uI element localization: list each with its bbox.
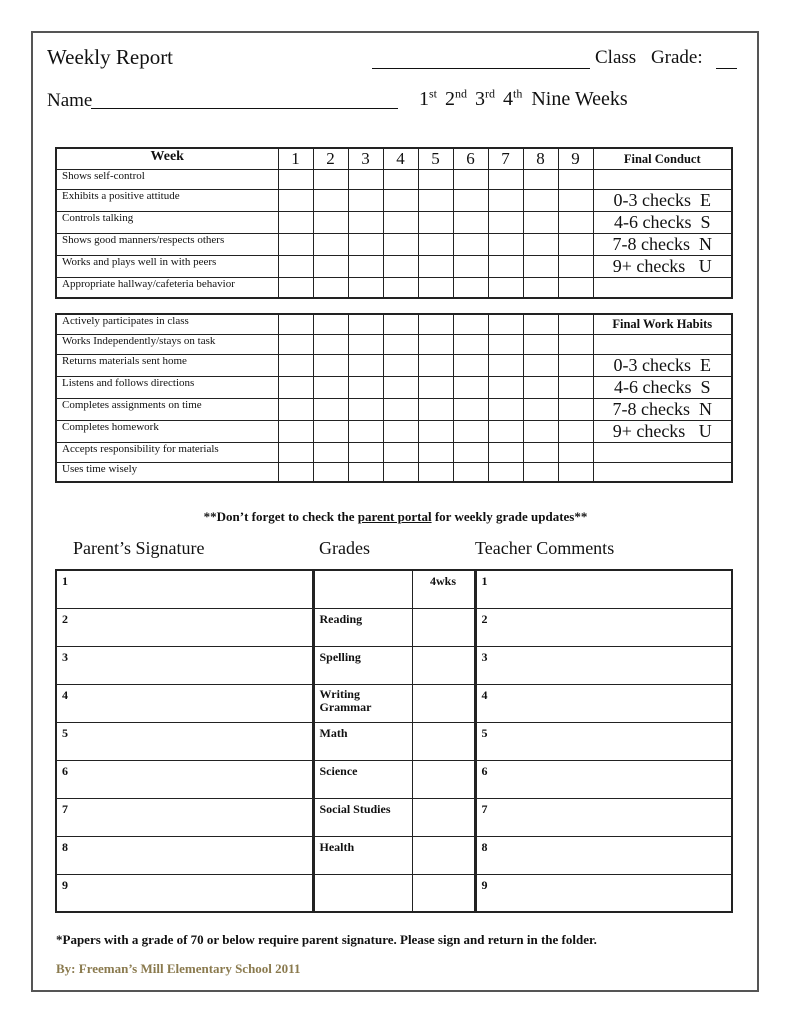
check-cell[interactable] (313, 170, 348, 190)
work-habits-table (55, 313, 733, 483)
check-cell[interactable] (523, 462, 558, 482)
row-number: 3 (481, 649, 488, 664)
row-number: 8 (481, 839, 488, 854)
parent-signature-cell[interactable] (56, 684, 313, 722)
check-cell[interactable] (488, 234, 523, 256)
check-cell[interactable] (383, 376, 418, 398)
check-cell[interactable] (418, 256, 453, 278)
class-line[interactable] (372, 68, 590, 69)
check-cell[interactable] (313, 190, 348, 212)
check-cell[interactable] (453, 420, 488, 442)
week-number: 4 (383, 148, 418, 170)
check-cell[interactable] (558, 234, 593, 256)
check-cell[interactable] (278, 376, 313, 398)
nine-weeks-selector[interactable] (419, 88, 628, 111)
check-cell[interactable] (313, 234, 348, 256)
portal-reminder: **Don’t forget to check the parent portal for weekly grade updates** (203, 509, 588, 524)
check-cell[interactable] (418, 334, 453, 354)
check-cell[interactable] (523, 212, 558, 234)
check-cell[interactable] (558, 256, 593, 278)
check-cell[interactable] (558, 462, 593, 482)
check-cell[interactable] (418, 278, 453, 298)
check-cell[interactable] (558, 420, 593, 442)
check-cell[interactable] (418, 190, 453, 212)
check-cell[interactable] (278, 190, 313, 212)
subject-cell: Spelling (313, 646, 412, 684)
work-habit-row (56, 462, 732, 482)
check-cell[interactable] (523, 398, 558, 420)
check-cell[interactable] (558, 398, 593, 420)
teacher-comment-cell[interactable] (475, 836, 732, 874)
behavior-label: Appropriate hallway/cafeteria behavior (56, 278, 278, 298)
check-cell[interactable] (488, 462, 523, 482)
row-number: 2 (62, 611, 68, 626)
check-cell[interactable] (523, 334, 558, 354)
check-cell[interactable] (418, 234, 453, 256)
check-cell[interactable] (558, 212, 593, 234)
behavior-label: Exhibits a positive attitude (56, 190, 278, 212)
week-number: 1 (278, 148, 313, 170)
report-title: Weekly Report (47, 45, 174, 69)
conduct-scale-entry: 7-8 checks N (593, 234, 732, 256)
period-4[interactable]: 4th (503, 86, 523, 110)
check-cell[interactable] (488, 256, 523, 278)
check-cell[interactable] (453, 354, 488, 376)
check-cell[interactable] (278, 420, 313, 442)
check-cell[interactable] (418, 398, 453, 420)
row-number: 8 (62, 839, 68, 854)
parent-signature-heading: Parent’s Signature (73, 538, 205, 558)
teacher-comment-cell[interactable] (475, 684, 732, 722)
final-conduct-header: Final Conduct (593, 148, 732, 170)
conduct-scale-entry (593, 170, 732, 190)
row-number: 3 (62, 649, 68, 664)
check-cell[interactable] (383, 256, 418, 278)
check-cell[interactable] (313, 278, 348, 298)
parent-portal-link[interactable]: parent portal (357, 509, 432, 524)
conduct-row (56, 256, 732, 278)
check-cell[interactable] (278, 256, 313, 278)
check-cell[interactable] (453, 314, 488, 334)
behavior-label: Actively participates in class (56, 314, 278, 334)
check-cell[interactable] (418, 420, 453, 442)
parent-signature-cell[interactable] (56, 760, 313, 798)
check-cell[interactable] (453, 170, 488, 190)
signature-grades-table (55, 569, 733, 913)
work-habit-row (56, 420, 732, 442)
behavior-label: Controls talking (56, 212, 278, 234)
behavior-label: Works Independently/stays on task (56, 334, 278, 354)
check-cell[interactable] (383, 334, 418, 354)
row-number: 6 (62, 763, 68, 778)
nine-weeks-label: Nine Weeks (531, 88, 628, 110)
parent-signature-cell[interactable] (56, 722, 313, 760)
grade-line[interactable] (716, 68, 737, 69)
grade-cell[interactable] (412, 722, 475, 760)
check-cell[interactable] (453, 442, 488, 462)
conduct-scale-entry (593, 278, 732, 298)
check-cell[interactable] (558, 354, 593, 376)
check-cell[interactable] (348, 256, 383, 278)
behavior-label: Listens and follows directions (56, 376, 278, 398)
work-habit-row (56, 398, 732, 420)
teacher-comment-cell[interactable] (475, 798, 732, 836)
teacher-comment-cell[interactable] (475, 722, 732, 760)
grade-cell[interactable] (412, 646, 475, 684)
grade-label: Grade: (650, 47, 703, 68)
grade-cell[interactable]: 4wks (412, 570, 475, 608)
check-cell[interactable] (523, 354, 558, 376)
check-cell[interactable] (383, 212, 418, 234)
week-number: 5 (418, 148, 453, 170)
signature-row (56, 722, 732, 760)
grade-cell[interactable] (412, 684, 475, 722)
check-cell[interactable] (418, 212, 453, 234)
check-cell[interactable] (383, 442, 418, 462)
period-1[interactable]: 1st (419, 86, 438, 110)
grade-cell[interactable] (412, 608, 475, 646)
check-cell[interactable] (418, 354, 453, 376)
conduct-table (55, 147, 733, 299)
check-cell[interactable] (383, 398, 418, 420)
teacher-comment-cell[interactable] (475, 760, 732, 798)
check-cell[interactable] (313, 376, 348, 398)
subject-cell: Reading (313, 608, 412, 646)
behavior-label: Completes homework (56, 420, 278, 442)
check-cell[interactable] (488, 314, 523, 334)
signature-row (56, 836, 732, 874)
week-number: 8 (523, 148, 558, 170)
check-cell[interactable] (313, 314, 348, 334)
check-cell[interactable] (383, 234, 418, 256)
row-number: 9 (62, 877, 68, 892)
week-number: 3 (348, 148, 383, 170)
check-cell[interactable] (523, 314, 558, 334)
check-cell[interactable] (523, 278, 558, 298)
check-cell[interactable] (278, 212, 313, 234)
signature-row (56, 646, 732, 684)
signature-row (56, 608, 732, 646)
check-cell[interactable] (348, 212, 383, 234)
subject-cell: Writing Grammar (313, 684, 412, 722)
row-number: 7 (481, 801, 488, 816)
check-cell[interactable] (453, 334, 488, 354)
behavior-label: Works and plays well in with peers (56, 256, 278, 278)
check-cell[interactable] (278, 170, 313, 190)
behavior-label: Shows self-control (56, 170, 278, 190)
check-cell[interactable] (453, 462, 488, 482)
work-scale-entry: 4-6 checks S (593, 376, 732, 398)
row-number: 1 (481, 574, 488, 588)
check-cell[interactable] (488, 442, 523, 462)
week-header: Week (56, 148, 278, 170)
row-number: 7 (62, 801, 68, 816)
check-cell[interactable] (313, 212, 348, 234)
check-cell[interactable] (348, 442, 383, 462)
check-cell[interactable] (523, 170, 558, 190)
work-habit-row (56, 334, 732, 354)
conduct-row (56, 212, 732, 234)
check-cell[interactable] (348, 314, 383, 334)
row-number: 4 (481, 687, 488, 702)
work-habit-row (56, 442, 732, 462)
work-scale-entry: 7-8 checks N (593, 398, 732, 420)
conduct-scale-entry: 9+ checks U (593, 256, 732, 278)
check-cell[interactable] (313, 354, 348, 376)
grades-heading: Grades (319, 538, 370, 558)
work-habit-row (56, 376, 732, 398)
check-cell[interactable] (383, 354, 418, 376)
check-cell[interactable] (348, 278, 383, 298)
work-scale-entry (593, 334, 732, 354)
check-cell[interactable] (383, 170, 418, 190)
grade-cell[interactable] (412, 874, 475, 912)
check-cell[interactable] (488, 398, 523, 420)
check-cell[interactable] (453, 398, 488, 420)
behavior-label: Shows good manners/respects others (56, 234, 278, 256)
subject-cell (313, 874, 412, 912)
check-cell[interactable] (348, 190, 383, 212)
signature-row (56, 874, 732, 912)
behavior-label: Uses time wisely (56, 462, 278, 482)
conduct-header-row (56, 148, 732, 170)
signature-row (56, 570, 732, 608)
footer-note: *Papers with a grade of 70 or below require parent signature. Please sign and return in the folder. (56, 932, 597, 947)
signature-row (56, 684, 732, 722)
row-number: 2 (481, 611, 488, 626)
conduct-scale-entry: 0-3 checks E (593, 190, 732, 212)
conduct-row (56, 170, 732, 190)
work-scale-entry (593, 462, 732, 482)
check-cell[interactable] (558, 376, 593, 398)
check-cell[interactable] (278, 278, 313, 298)
check-cell[interactable] (488, 376, 523, 398)
check-cell[interactable] (383, 420, 418, 442)
grade-cell[interactable] (412, 798, 475, 836)
check-cell[interactable] (278, 354, 313, 376)
check-cell[interactable] (348, 170, 383, 190)
subject-cell: Social Studies (313, 798, 412, 836)
grade-cell[interactable] (412, 760, 475, 798)
check-cell[interactable] (313, 442, 348, 462)
check-cell[interactable] (348, 334, 383, 354)
check-cell[interactable] (453, 212, 488, 234)
check-cell[interactable] (523, 420, 558, 442)
parent-signature-cell[interactable] (56, 798, 313, 836)
check-cell[interactable] (278, 334, 313, 354)
name-label: Name (47, 90, 93, 111)
check-cell[interactable] (488, 420, 523, 442)
week-number: 6 (453, 148, 488, 170)
check-cell[interactable] (558, 334, 593, 354)
check-cell[interactable] (278, 442, 313, 462)
conduct-row (56, 278, 732, 298)
check-cell[interactable] (558, 170, 593, 190)
subject-cell: Math (313, 722, 412, 760)
row-number: 4 (62, 687, 68, 702)
credit-line: By: Freeman’s Mill Elementary School 2011 (56, 961, 301, 976)
subject-cell: Health (313, 836, 412, 874)
row-number: 5 (62, 725, 68, 740)
check-cell[interactable] (418, 462, 453, 482)
check-cell[interactable] (488, 354, 523, 376)
check-cell[interactable] (383, 190, 418, 212)
check-cell[interactable] (348, 398, 383, 420)
subject-cell (313, 570, 412, 608)
final-work-habits-header: Final Work Habits (593, 314, 732, 334)
check-cell[interactable] (348, 234, 383, 256)
check-cell[interactable] (383, 278, 418, 298)
check-cell[interactable] (348, 376, 383, 398)
conduct-row (56, 190, 732, 212)
work-habit-row (56, 314, 732, 334)
teacher-comment-cell[interactable] (475, 874, 732, 912)
work-scale-entry: 9+ checks U (593, 420, 732, 442)
check-cell[interactable] (558, 442, 593, 462)
check-cell[interactable] (558, 278, 593, 298)
parent-signature-cell[interactable] (56, 646, 313, 684)
check-cell[interactable] (453, 190, 488, 212)
signature-row (56, 760, 732, 798)
check-cell[interactable] (278, 398, 313, 420)
check-cell[interactable] (313, 256, 348, 278)
subject-cell: Science (313, 760, 412, 798)
check-cell[interactable] (488, 170, 523, 190)
check-cell[interactable] (488, 278, 523, 298)
check-cell[interactable] (418, 170, 453, 190)
check-cell[interactable] (348, 420, 383, 442)
check-cell[interactable] (278, 314, 313, 334)
check-cell[interactable] (278, 234, 313, 256)
check-cell[interactable] (313, 420, 348, 442)
check-cell[interactable] (453, 256, 488, 278)
check-cell[interactable] (488, 334, 523, 354)
parent-signature-cell[interactable] (56, 836, 313, 874)
work-scale-entry (593, 442, 732, 462)
conduct-scale-entry: 4-6 checks S (593, 212, 732, 234)
check-cell[interactable] (488, 212, 523, 234)
check-cell[interactable] (523, 442, 558, 462)
check-cell[interactable] (383, 462, 418, 482)
teacher-comment-cell[interactable] (475, 608, 732, 646)
name-line[interactable] (91, 108, 398, 109)
check-cell[interactable] (313, 398, 348, 420)
check-cell[interactable] (523, 376, 558, 398)
parent-signature-cell[interactable] (56, 608, 313, 646)
check-cell[interactable] (558, 190, 593, 212)
check-cell[interactable] (488, 190, 523, 212)
check-cell[interactable] (558, 314, 593, 334)
check-cell[interactable] (313, 334, 348, 354)
work-scale-entry: 0-3 checks E (593, 354, 732, 376)
check-cell[interactable] (453, 376, 488, 398)
class-label: Class (595, 47, 637, 68)
signature-row (56, 798, 732, 836)
check-cell[interactable] (348, 354, 383, 376)
period-3[interactable]: 3rd (475, 86, 496, 110)
teacher-comments-heading: Teacher Comments (475, 538, 615, 558)
check-cell[interactable] (453, 234, 488, 256)
conduct-row (56, 234, 732, 256)
check-cell[interactable] (278, 462, 313, 482)
check-cell[interactable] (418, 442, 453, 462)
week-number: 9 (558, 148, 593, 170)
teacher-comment-cell[interactable] (475, 646, 732, 684)
check-cell[interactable] (348, 462, 383, 482)
parent-signature-cell[interactable] (56, 570, 313, 608)
behavior-label: Completes assignments on time (56, 398, 278, 420)
check-cell[interactable] (418, 376, 453, 398)
check-cell[interactable] (523, 234, 558, 256)
week-number: 2 (313, 148, 348, 170)
check-cell[interactable] (523, 256, 558, 278)
check-cell[interactable] (383, 314, 418, 334)
behavior-label: Returns materials sent home (56, 354, 278, 376)
period-2[interactable]: 2nd (445, 86, 468, 110)
check-cell[interactable] (453, 278, 488, 298)
week-number: 7 (488, 148, 523, 170)
teacher-comment-cell[interactable] (475, 570, 732, 608)
row-number: 5 (481, 725, 488, 740)
check-cell[interactable] (313, 462, 348, 482)
row-number: 9 (481, 877, 488, 892)
row-number: 6 (481, 763, 488, 778)
row-number: 1 (62, 574, 68, 588)
work-habit-row (56, 354, 732, 376)
check-cell[interactable] (523, 190, 558, 212)
parent-signature-cell[interactable] (56, 874, 313, 912)
check-cell[interactable] (418, 314, 453, 334)
grade-cell[interactable] (412, 836, 475, 874)
behavior-label: Accepts responsibility for materials (56, 442, 278, 462)
